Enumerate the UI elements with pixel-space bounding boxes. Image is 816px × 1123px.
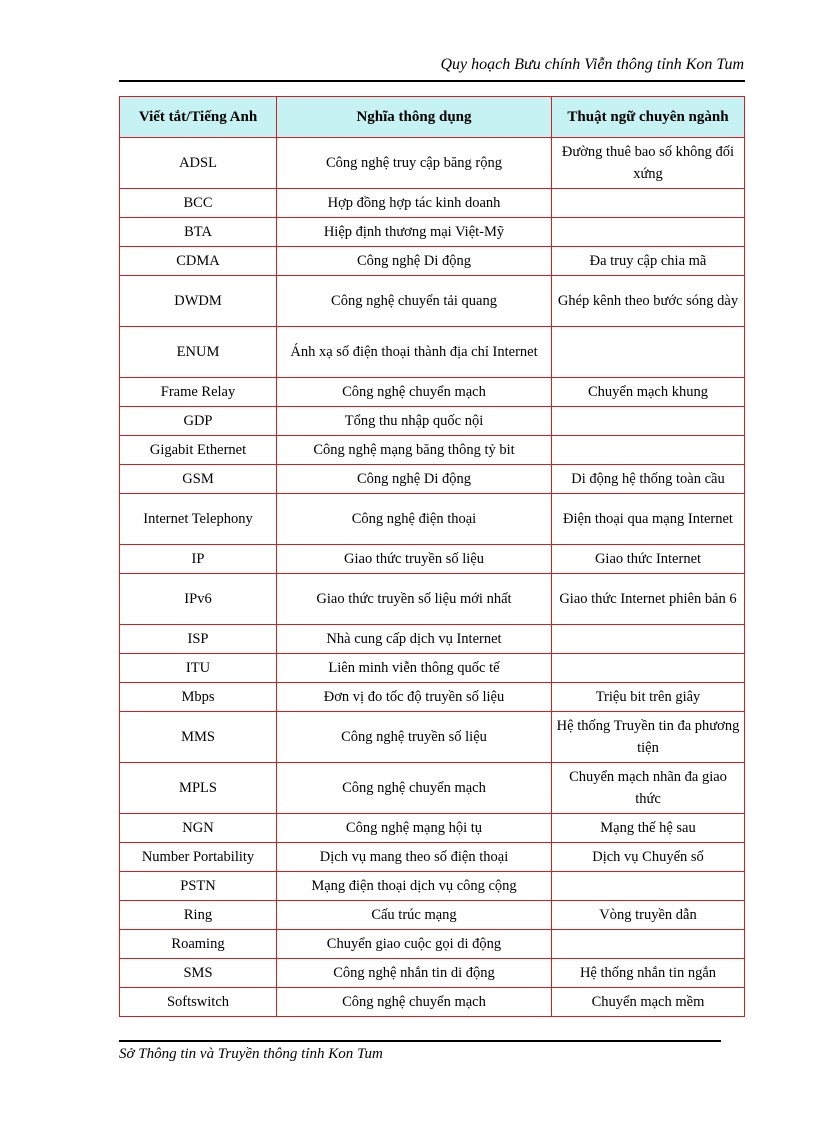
cell-meaning: Tổng thu nhập quốc nội [277,407,552,436]
cell-term: Dịch vụ Chuyển số [552,843,745,872]
table-row [120,465,745,494]
cell-term [552,189,745,218]
cell-abbreviation: ISP [120,625,277,654]
table-row [120,763,745,814]
cell-term: Hệ thống nhắn tin ngắn [552,959,745,988]
cell-meaning: Công nghệ chuyển mạch [277,763,552,814]
cell-term: Mạng thế hệ sau [552,814,745,843]
cell-abbreviation: PSTN [120,872,277,901]
cell-meaning: Công nghệ mạng hội tụ [277,814,552,843]
cell-abbreviation: BTA [120,218,277,247]
cell-abbreviation: SMS [120,959,277,988]
cell-abbreviation: Number Portability [120,843,277,872]
table-row [120,276,745,327]
cell-term: Giao thức Internet phiên bản 6 [552,574,745,625]
cell-meaning: Công nghệ Di động [277,247,552,276]
cell-meaning: Công nghệ chuyển mạch [277,378,552,407]
cell-term: Đường thuê bao số không đối xứng [552,138,745,189]
table-row [120,574,745,625]
cell-term [552,436,745,465]
cell-meaning: Giao thức truyền số liệu [277,545,552,574]
cell-abbreviation: GDP [120,407,277,436]
column-header-term: Thuật ngữ chuyên ngành [552,97,745,138]
cell-meaning: Ánh xạ số điện thoại thành địa chỉ Internet [277,327,552,378]
cell-abbreviation: Mbps [120,683,277,712]
page-header-title: Quy hoạch Bưu chính Viễn thông tỉnh Kon Tum [440,56,744,73]
cell-abbreviation: ENUM [120,327,277,378]
cell-abbreviation: Gigabit Ethernet [120,436,277,465]
cell-term: Ghép kênh theo bước sóng dày [552,276,745,327]
cell-term [552,930,745,959]
cell-term: Di động hệ thống toàn cầu [552,465,745,494]
cell-meaning: Công nghệ chuyển mạch [277,988,552,1017]
table-row [120,625,745,654]
cell-term: Giao thức Internet [552,545,745,574]
table-row [120,959,745,988]
cell-term [552,407,745,436]
cell-abbreviation: IP [120,545,277,574]
table-row [120,712,745,763]
column-header-abbreviation: Viết tắt/Tiếng Anh [120,97,277,138]
table-row [120,436,745,465]
cell-abbreviation: Softswitch [120,988,277,1017]
cell-abbreviation: CDMA [120,247,277,276]
cell-meaning: Mạng điện thoại dịch vụ công cộng [277,872,552,901]
cell-meaning: Cấu trúc mạng [277,901,552,930]
cell-term [552,218,745,247]
table-row [120,494,745,545]
cell-meaning: Công nghệ truyền số liệu [277,712,552,763]
cell-term [552,327,745,378]
table-body [120,138,745,1017]
table-row [120,218,745,247]
table-header-row [120,97,745,138]
header-rule [119,80,745,82]
table-row [120,407,745,436]
cell-term [552,625,745,654]
table-row [120,327,745,378]
cell-term: Vòng truyền dẫn [552,901,745,930]
cell-meaning: Hiệp định thương mại Việt-Mỹ [277,218,552,247]
cell-term: Triệu bit trên giây [552,683,745,712]
table-row [120,683,745,712]
footer-rule [119,1040,721,1042]
cell-abbreviation: Roaming [120,930,277,959]
cell-abbreviation: IPv6 [120,574,277,625]
cell-abbreviation: ADSL [120,138,277,189]
cell-meaning: Chuyển giao cuộc gọi di động [277,930,552,959]
table-row [120,814,745,843]
cell-meaning: Giao thức truyền số liệu mới nhất [277,574,552,625]
cell-term: Chuyển mạch khung [552,378,745,407]
cell-abbreviation: MMS [120,712,277,763]
table-row [120,843,745,872]
cell-term: Chuyển mạch mềm [552,988,745,1017]
cell-abbreviation: Ring [120,901,277,930]
table-row [120,138,745,189]
table-row [120,930,745,959]
cell-abbreviation: MPLS [120,763,277,814]
cell-meaning: Liên minh viễn thông quốc tế [277,654,552,683]
cell-meaning: Dịch vụ mang theo số điện thoại [277,843,552,872]
table-row [120,901,745,930]
cell-abbreviation: Frame Relay [120,378,277,407]
cell-term: Hệ thống Truyền tin đa phương tiện [552,712,745,763]
cell-abbreviation: GSM [120,465,277,494]
cell-meaning: Công nghệ điện thoại [277,494,552,545]
table-row [120,247,745,276]
table-row [120,189,745,218]
table-row [120,988,745,1017]
cell-term: Điện thoại qua mạng Internet [552,494,745,545]
cell-meaning: Công nghệ Di động [277,465,552,494]
cell-meaning: Công nghệ truy cập băng rộng [277,138,552,189]
glossary-table [119,96,745,1017]
cell-meaning: Công nghệ chuyển tải quang [277,276,552,327]
cell-term [552,872,745,901]
table-row [120,872,745,901]
cell-term: Chuyển mạch nhãn đa giao thức [552,763,745,814]
cell-meaning: Hợp đồng hợp tác kinh doanh [277,189,552,218]
cell-abbreviation: Internet Telephony [120,494,277,545]
cell-meaning: Nhà cung cấp dịch vụ Internet [277,625,552,654]
table-row [120,545,745,574]
table-row [120,654,745,683]
page-footer-text: Sở Thông tin và Truyền thông tỉnh Kon Tum [119,1046,383,1062]
cell-meaning: Công nghệ nhắn tin di động [277,959,552,988]
cell-term [552,654,745,683]
cell-abbreviation: DWDM [120,276,277,327]
cell-term: Đa truy cập chia mã [552,247,745,276]
table-row [120,378,745,407]
cell-abbreviation: ITU [120,654,277,683]
cell-meaning: Đơn vị đo tốc độ truyền số liệu [277,683,552,712]
cell-meaning: Công nghệ mạng băng thông tỷ bit [277,436,552,465]
cell-abbreviation: NGN [120,814,277,843]
column-header-meaning: Nghĩa thông dụng [277,97,552,138]
cell-abbreviation: BCC [120,189,277,218]
